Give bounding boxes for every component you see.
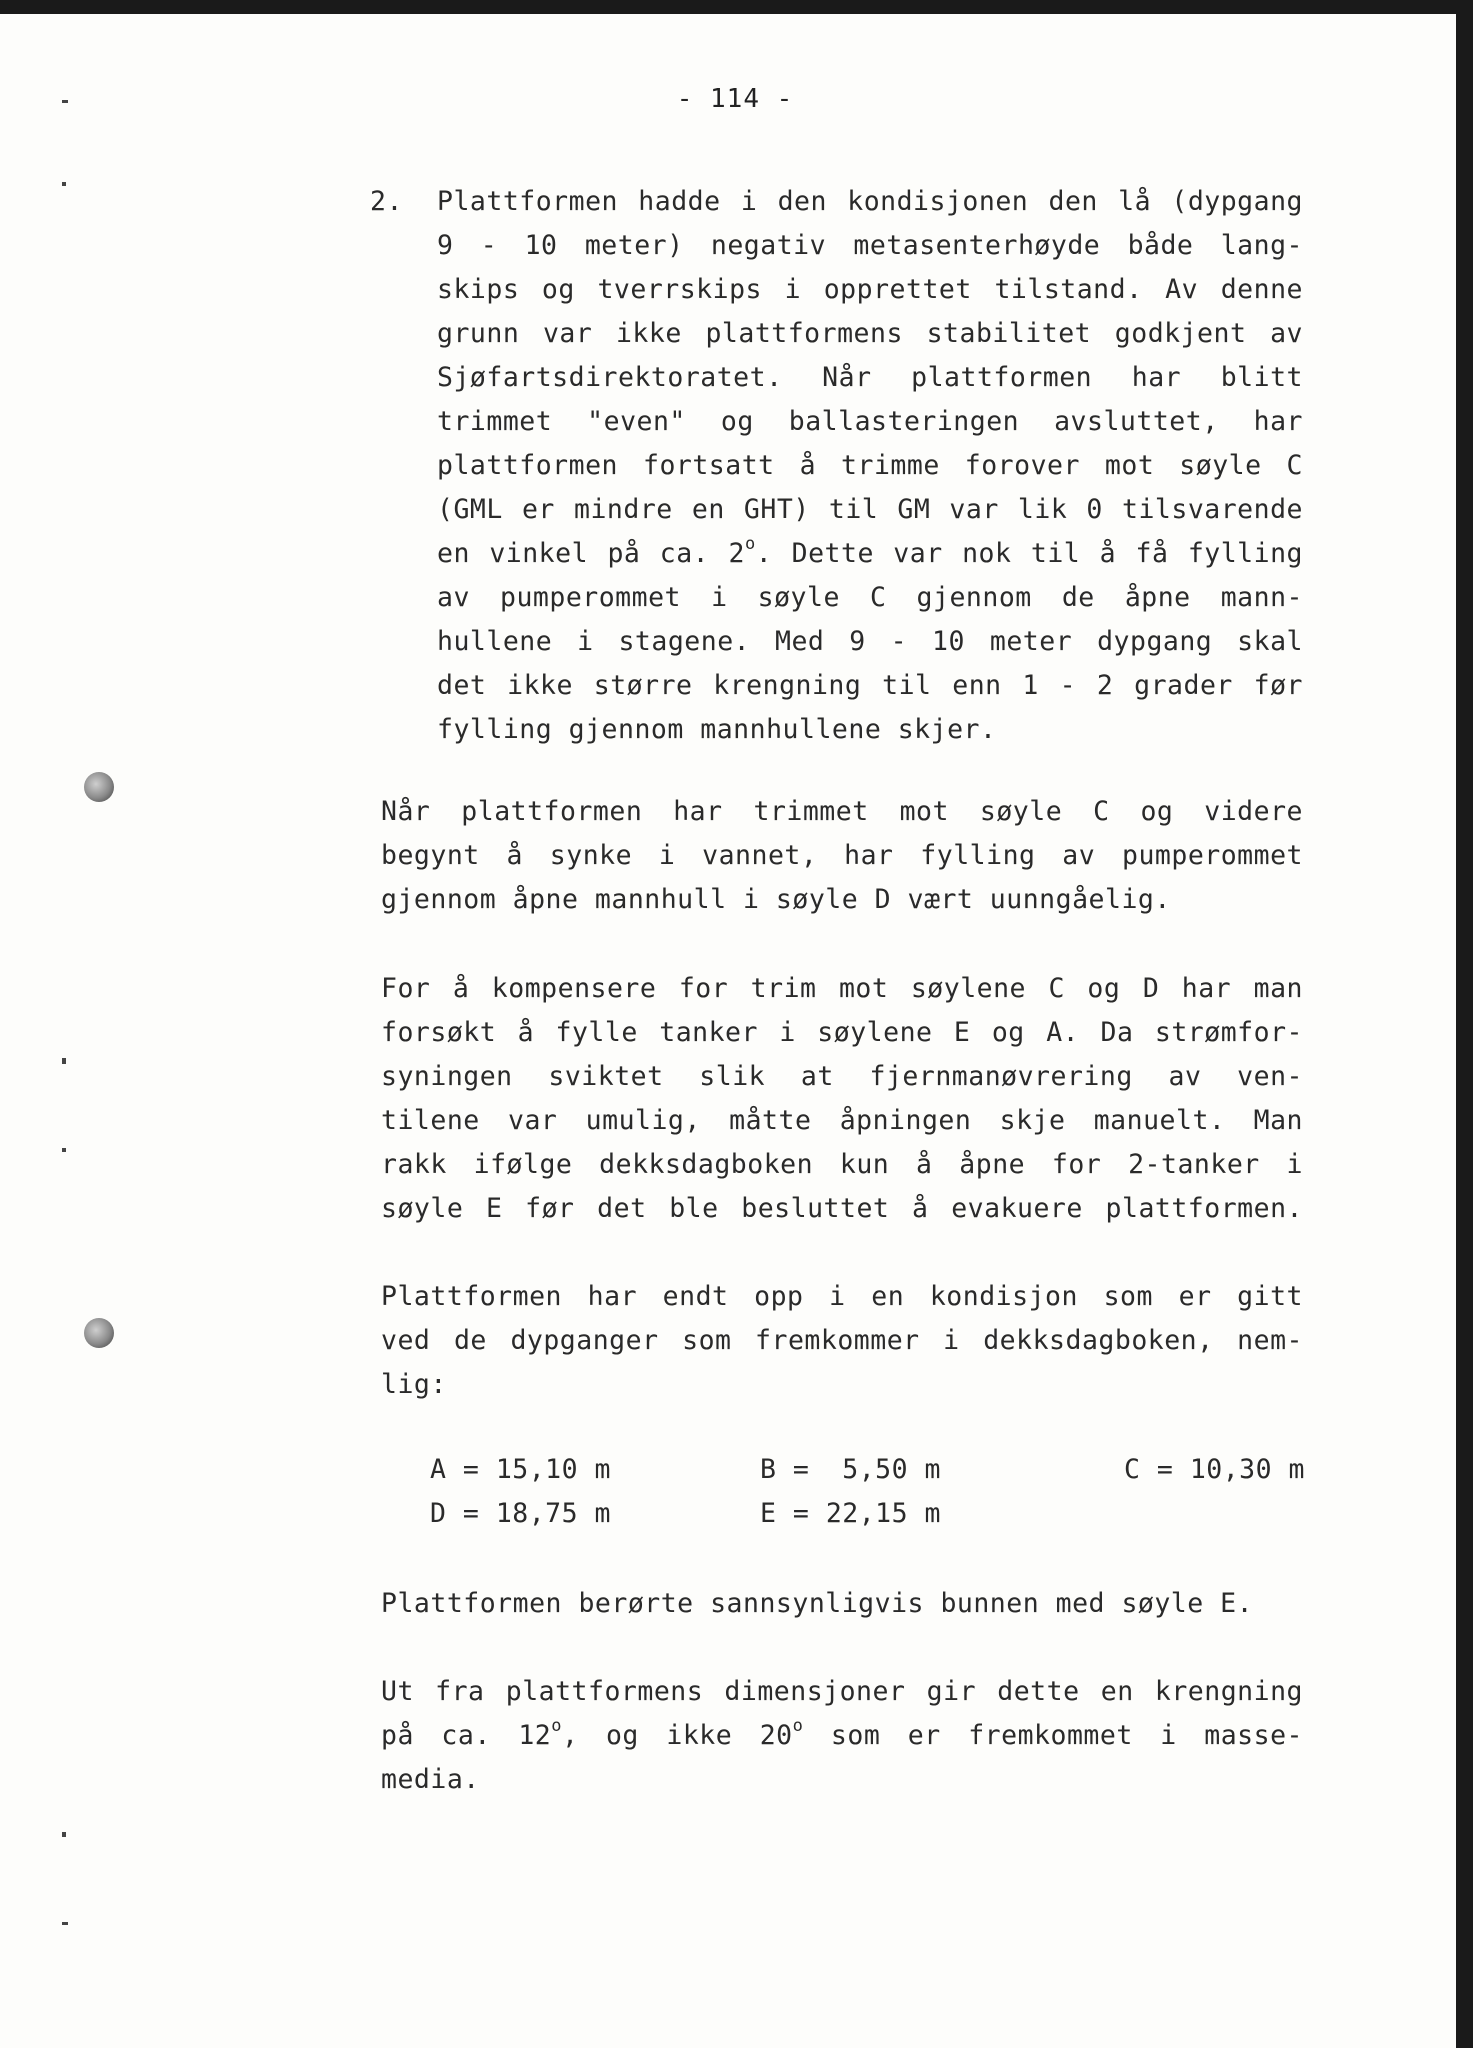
paragraph-number: 2. xyxy=(370,186,403,217)
margin-mark xyxy=(62,1058,66,1064)
text-line: For å kompensere for trim mot søylene C og D har man xyxy=(381,973,1303,1004)
paragraph-4 xyxy=(381,1275,1303,1407)
text-fragment: på ca. 12 xyxy=(381,1720,552,1751)
text-line: plattformen fortsatt å trimme forover mot søyle C xyxy=(437,450,1303,481)
draft-value: B = 5,50 m xyxy=(760,1454,941,1485)
text-line: gjennom åpne mannhull i søyle D vært uunngåelig. xyxy=(381,884,1171,915)
drafts-row xyxy=(430,1448,1305,1492)
text-line: Plattformen berørte sannsynligvis bunnen med søyle E. xyxy=(381,1588,1254,1619)
text-line: trimmet "even" og ballasteringen avsluttet, har xyxy=(437,406,1303,437)
text-line xyxy=(437,532,1303,576)
degree-superscript: o xyxy=(551,1716,562,1737)
text-line: Sjøfartsdirektoratet. Når plattformen har blitt xyxy=(437,362,1303,393)
text-line: søyle E før det ble besluttet å evakuere plattformen. xyxy=(381,1193,1303,1224)
text-fragment: som er fremkommet i masse- xyxy=(803,1720,1303,1751)
text-line: syningen sviktet slik at fjernmanøvrering av ven- xyxy=(381,1061,1303,1092)
text-line: Plattformen hadde i den kondisjonen den lå (dypgang xyxy=(437,186,1303,217)
text-line: media. xyxy=(381,1764,480,1795)
paragraph-2 xyxy=(381,790,1303,922)
margin-mark xyxy=(62,1922,68,1925)
text-line: Når plattformen har trimmet mot søyle C og videre xyxy=(381,796,1303,827)
text-line: 9 - 10 meter) negativ metasenterhøyde både lang- xyxy=(437,230,1303,261)
margin-mark xyxy=(62,1148,66,1152)
text-line: tilene var umulig, måtte åpningen skje manuelt. Man xyxy=(381,1105,1303,1136)
margin-mark xyxy=(62,1832,66,1837)
degree-superscript: o xyxy=(745,534,756,555)
drafts-row xyxy=(430,1492,1305,1536)
draft-value: A = 15,10 m xyxy=(430,1454,611,1485)
text-line: fylling gjennom mannhullene skjer. xyxy=(437,714,997,745)
text-fragment: . Dette var nok til å få fylling xyxy=(755,538,1303,569)
text-line xyxy=(381,1714,1303,1758)
draft-value: D = 18,75 m xyxy=(430,1498,611,1529)
text-line: (GML er mindre en GHT) til GM var lik 0 tilsvarende xyxy=(437,494,1303,525)
text-line: Ut fra plattformens dimensjoner gir dette en krengning xyxy=(381,1676,1303,1707)
text-line: det ikke større krengning til enn 1 - 2 grader før xyxy=(437,670,1303,701)
text-line: forsøkt å fylle tanker i søylene E og A. Da strømfor- xyxy=(381,1017,1303,1048)
paragraph-5 xyxy=(381,1582,1303,1626)
text-line: Plattformen har endt opp i en kondisjon som er gitt xyxy=(381,1281,1303,1312)
text-line: hullene i stagene. Med 9 - 10 meter dypgang skal xyxy=(437,626,1303,657)
page-number: - 114 - xyxy=(676,84,794,114)
text-line: av pumperommet i søyle C gjennom de åpne mann- xyxy=(437,582,1303,613)
text-fragment: , og ikke 20 xyxy=(561,1720,793,1751)
punch-hole-top xyxy=(84,772,114,802)
text-line: grunn var ikke plattformens stabilitet godkjent av xyxy=(437,318,1303,349)
paragraph-1 xyxy=(437,180,1303,752)
degree-superscript: o xyxy=(792,1716,804,1737)
text-line: skips og tverrskips i opprettet tilstand. Av denne xyxy=(437,274,1303,305)
margin-mark xyxy=(62,100,68,103)
document-page xyxy=(0,14,1456,2048)
margin-mark xyxy=(62,182,66,186)
draft-value: E = 22,15 m xyxy=(760,1498,941,1529)
paragraph-3 xyxy=(381,967,1303,1231)
punch-hole-bottom xyxy=(84,1318,114,1348)
text-line: rakk ifølge dekksdagboken kun å åpne for 2-tanker i xyxy=(381,1149,1303,1180)
paragraph-6 xyxy=(381,1670,1303,1802)
text-line: ved de dypganger som fremkommer i dekksdagboken, nem- xyxy=(381,1325,1303,1356)
draft-value: C = 10,30 m xyxy=(1124,1454,1305,1485)
text-fragment: en vinkel på ca. 2 xyxy=(437,538,746,569)
text-line: begynt å synke i vannet, har fylling av pumperommet xyxy=(381,840,1303,871)
text-line: lig: xyxy=(381,1369,447,1400)
